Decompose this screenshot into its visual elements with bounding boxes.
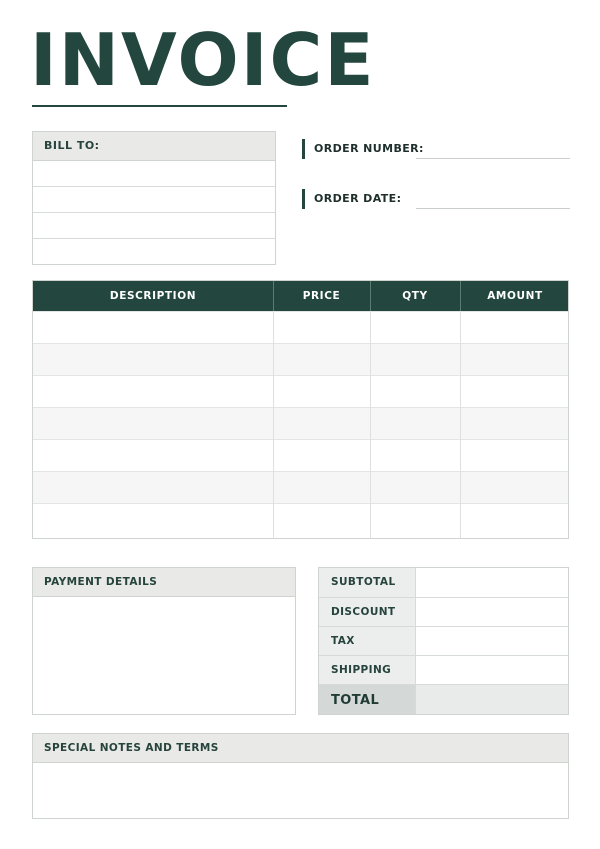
payment-details-box	[32, 567, 296, 715]
order-date-row	[302, 188, 570, 210]
total-value-field[interactable]	[416, 685, 568, 714]
header-divider	[460, 281, 461, 311]
total-label: TOTAL	[319, 685, 416, 714]
table-row[interactable]	[33, 343, 568, 375]
order-number-field[interactable]	[416, 158, 570, 159]
table-row[interactable]	[33, 471, 568, 503]
table-row[interactable]	[33, 439, 568, 471]
order-date-field[interactable]	[416, 208, 570, 209]
totals-box	[318, 567, 569, 715]
order-date-label: ORDER DATE:	[314, 192, 402, 205]
column-divider	[273, 311, 274, 538]
shipping-value-field[interactable]	[416, 656, 568, 684]
subtotal-value-field[interactable]	[416, 568, 568, 597]
bill-to-line-1[interactable]	[33, 161, 275, 187]
tax-value-field[interactable]	[416, 627, 568, 655]
table-row[interactable]	[33, 503, 568, 538]
table-row[interactable]	[33, 375, 568, 407]
title-underline	[32, 105, 287, 107]
bill-to-label: BILL TO:	[33, 132, 275, 161]
tax-row	[319, 626, 568, 655]
order-number-row	[302, 138, 570, 160]
header-divider	[273, 281, 274, 311]
notes-box	[32, 733, 569, 819]
total-row	[319, 684, 568, 714]
order-number-accent-bar	[302, 139, 305, 159]
header-divider	[370, 281, 371, 311]
order-number-label: ORDER NUMBER:	[314, 142, 424, 155]
table-row[interactable]	[33, 407, 568, 439]
column-header-description: DESCRIPTION	[109, 290, 197, 302]
column-divider	[370, 311, 371, 538]
notes-label: SPECIAL NOTES AND TERMS	[33, 734, 568, 763]
column-header-amount: AMOUNT	[487, 290, 543, 302]
bill-to-box	[32, 131, 276, 265]
notes-field[interactable]	[33, 763, 568, 819]
column-divider	[460, 311, 461, 538]
column-header-price: PRICE	[302, 290, 341, 302]
items-table	[32, 280, 569, 539]
shipping-row	[319, 655, 568, 684]
bill-to-line-2[interactable]	[33, 187, 275, 213]
table-row[interactable]	[33, 311, 568, 343]
payment-details-field[interactable]	[33, 597, 295, 715]
order-date-accent-bar	[302, 189, 305, 209]
invoice-title: INVOICE	[30, 18, 376, 102]
subtotal-label: SUBTOTAL	[319, 568, 416, 597]
payment-details-label: PAYMENT DETAILS	[33, 568, 295, 597]
discount-value-field[interactable]	[416, 598, 568, 626]
items-table-header	[33, 281, 568, 311]
column-header-qty: QTY	[402, 290, 428, 302]
tax-label: TAX	[319, 627, 416, 655]
discount-row	[319, 597, 568, 626]
discount-label: DISCOUNT	[319, 598, 416, 626]
bill-to-line-3[interactable]	[33, 213, 275, 239]
shipping-label: SHIPPING	[319, 656, 416, 684]
bill-to-line-4[interactable]	[33, 239, 275, 265]
subtotal-row	[319, 568, 568, 597]
